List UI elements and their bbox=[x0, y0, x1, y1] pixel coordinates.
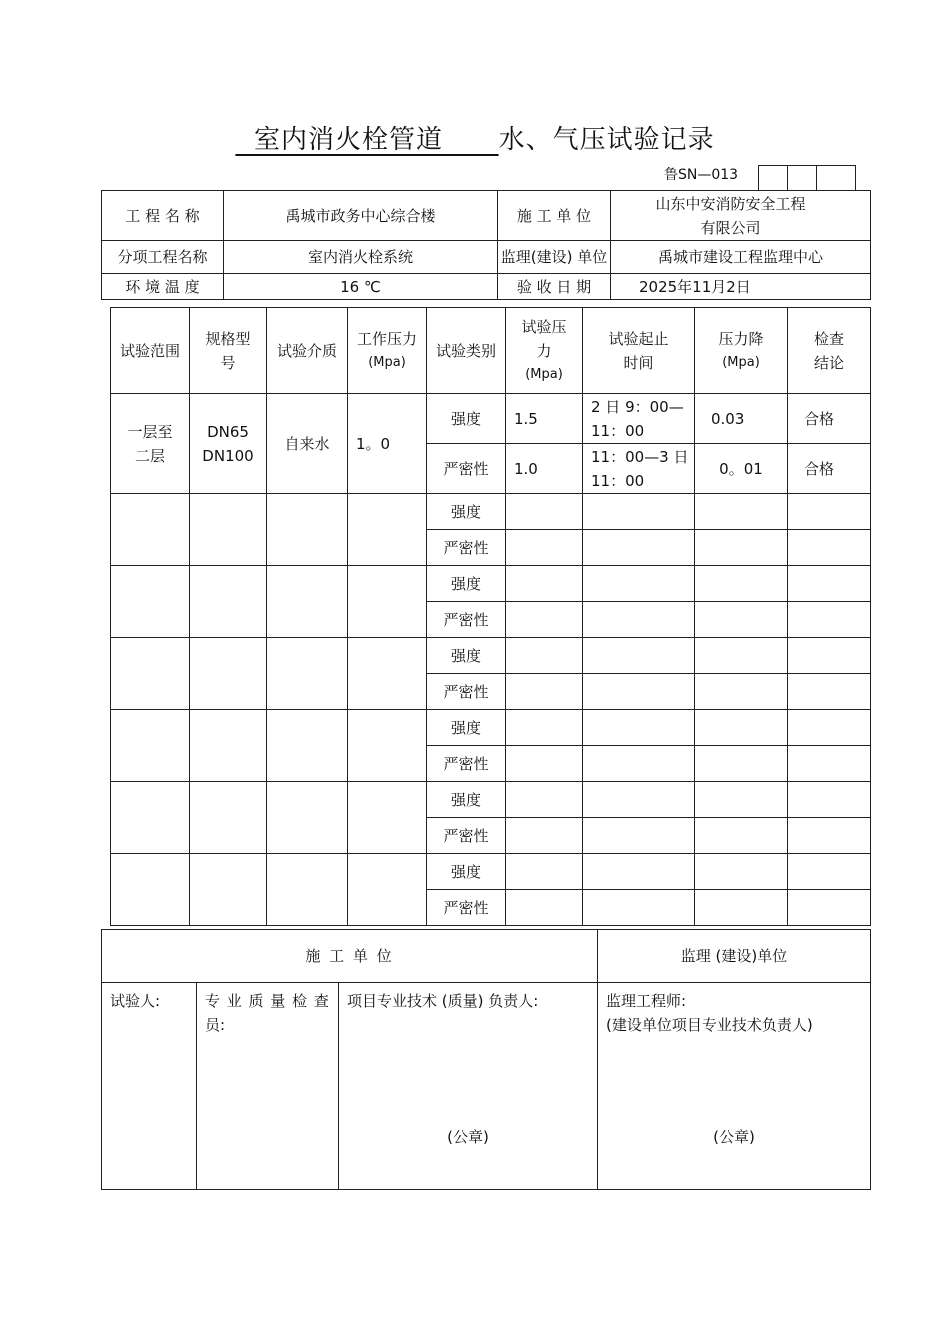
record-strength-time bbox=[583, 394, 695, 444]
empty-cell bbox=[583, 890, 695, 926]
record-spec-line-2: DN100 bbox=[202, 446, 254, 465]
strength-type-cell: 强度 bbox=[427, 710, 506, 746]
col-scope: 试验范围 bbox=[111, 308, 190, 394]
seal-right: (公章) bbox=[713, 1128, 755, 1146]
empty-cell bbox=[695, 782, 788, 818]
col-result-line-2: 结论 bbox=[813, 353, 844, 372]
tech-lead-cell bbox=[339, 983, 598, 1190]
strength-type-cell: 强度 bbox=[427, 782, 506, 818]
record-strength-time-line-1: 2 日 9：00— bbox=[591, 397, 684, 416]
constructor-label: 施 工 单 位 bbox=[498, 191, 611, 241]
table-row bbox=[111, 566, 871, 602]
empty-cell bbox=[190, 638, 267, 710]
record-spec-line-1: DN65 bbox=[207, 422, 249, 441]
empty-cell bbox=[695, 566, 788, 602]
empty-cell bbox=[267, 494, 348, 566]
empty-cell bbox=[788, 674, 871, 710]
empty-cell bbox=[267, 710, 348, 782]
record-tightness-time bbox=[583, 444, 695, 494]
record-strength-type: 强度 bbox=[427, 394, 506, 444]
tester-label: 试验人: bbox=[110, 992, 161, 1010]
empty-cell bbox=[190, 854, 267, 926]
empty-cell bbox=[267, 566, 348, 638]
empty-cell bbox=[111, 494, 190, 566]
empty-cell bbox=[695, 530, 788, 566]
col-pressure-drop-line-1: 压力降 bbox=[718, 329, 764, 348]
constructor-line-2: 有限公司 bbox=[700, 218, 761, 237]
record-scope-line-2: 二层 bbox=[134, 446, 165, 465]
empty-cell bbox=[788, 818, 871, 854]
empty-cell bbox=[506, 602, 583, 638]
empty-cell bbox=[695, 602, 788, 638]
empty-cell bbox=[695, 746, 788, 782]
project-name-label: 工 程 名 称 bbox=[102, 191, 224, 241]
engineer-sublabel: (建设单位项目专业技术负责人) bbox=[606, 1016, 813, 1034]
empty-cell bbox=[111, 854, 190, 926]
empty-cell bbox=[583, 710, 695, 746]
empty-cell bbox=[348, 710, 427, 782]
empty-cell bbox=[788, 782, 871, 818]
empty-cell bbox=[695, 854, 788, 890]
empty-cell bbox=[506, 494, 583, 530]
empty-cell bbox=[506, 710, 583, 746]
empty-cell bbox=[267, 854, 348, 926]
empty-cell bbox=[111, 566, 190, 638]
col-time-line-2: 时间 bbox=[623, 353, 654, 372]
empty-cell bbox=[506, 890, 583, 926]
col-time bbox=[583, 308, 695, 394]
record-spec bbox=[190, 394, 267, 494]
empty-cell bbox=[348, 566, 427, 638]
empty-cell bbox=[190, 710, 267, 782]
record-scope bbox=[111, 394, 190, 494]
col-spec-line-1: 规格型 bbox=[205, 329, 251, 348]
empty-cell bbox=[788, 566, 871, 602]
date-value: 2025年11月2日 bbox=[611, 274, 871, 300]
empty-cell bbox=[267, 782, 348, 854]
empty-cell bbox=[583, 782, 695, 818]
empty-cell bbox=[788, 602, 871, 638]
supervisor-label: 监理(建设) 单位 bbox=[498, 241, 611, 274]
record-tightness-drop: 0。01 bbox=[695, 444, 788, 494]
title-part-1: 室内消火栓管道 bbox=[253, 125, 443, 155]
empty-cell bbox=[788, 494, 871, 530]
table-row bbox=[111, 782, 871, 818]
records-table bbox=[110, 307, 871, 926]
code-box bbox=[816, 165, 856, 191]
empty-cell bbox=[267, 638, 348, 710]
engineer-label: 监理工程师: bbox=[606, 992, 687, 1010]
supervisor-value: 禹城市建设工程监理中心 bbox=[611, 241, 871, 274]
empty-cell bbox=[190, 782, 267, 854]
inspector-label-line-2: 员: bbox=[205, 1016, 226, 1034]
form-code: 鲁SN—013 bbox=[664, 167, 739, 183]
record-medium: 自来水 bbox=[267, 394, 348, 494]
tightness-type-cell: 严密性 bbox=[427, 602, 506, 638]
empty-cell bbox=[583, 494, 695, 530]
empty-cell bbox=[348, 782, 427, 854]
tech-lead-label: 项目专业技术 (质量) 负责人: bbox=[347, 992, 539, 1010]
empty-cell bbox=[506, 782, 583, 818]
empty-cell bbox=[695, 638, 788, 674]
table-row bbox=[111, 394, 871, 444]
project-name: 禹城市政务中心综合楼 bbox=[224, 191, 498, 241]
temperature-label: 环 境 温 度 bbox=[102, 274, 224, 300]
col-work-pressure-line-1: 工作压力 bbox=[356, 329, 417, 348]
strength-type-cell: 强度 bbox=[427, 494, 506, 530]
col-test-pressure-line-2: 力 bbox=[536, 341, 552, 360]
col-work-pressure bbox=[348, 308, 427, 394]
empty-cell bbox=[788, 638, 871, 674]
empty-cell bbox=[506, 638, 583, 674]
empty-cell bbox=[348, 494, 427, 566]
record-tightness-time-line-2: 11：00 bbox=[591, 471, 645, 490]
empty-cell bbox=[506, 530, 583, 566]
empty-cell bbox=[506, 746, 583, 782]
table-row bbox=[111, 638, 871, 674]
empty-cell bbox=[583, 854, 695, 890]
empty-cell bbox=[506, 854, 583, 890]
empty-cell bbox=[788, 890, 871, 926]
empty-cell bbox=[348, 638, 427, 710]
strength-type-cell: 强度 bbox=[427, 854, 506, 890]
empty-cell bbox=[583, 602, 695, 638]
tightness-type-cell: 严密性 bbox=[427, 530, 506, 566]
tightness-type-cell: 严密性 bbox=[427, 818, 506, 854]
inspector-cell bbox=[197, 983, 339, 1190]
col-pressure-drop bbox=[695, 308, 788, 394]
code-box bbox=[758, 165, 788, 191]
record-strength-pressure: 1.5 bbox=[506, 394, 583, 444]
empty-cell bbox=[788, 710, 871, 746]
empty-cell bbox=[583, 746, 695, 782]
record-work-pressure: 1。0 bbox=[348, 394, 427, 494]
strength-type-cell: 强度 bbox=[427, 566, 506, 602]
empty-cell bbox=[695, 710, 788, 746]
empty-cell bbox=[506, 674, 583, 710]
col-work-pressure-line-2: (Mpa) bbox=[368, 354, 406, 370]
col-test-pressure-line-1: 试验压 bbox=[521, 317, 567, 336]
empty-cell bbox=[695, 818, 788, 854]
code-box bbox=[787, 165, 817, 191]
empty-cell bbox=[111, 710, 190, 782]
empty-cell bbox=[190, 494, 267, 566]
empty-cell bbox=[788, 854, 871, 890]
empty-cell bbox=[695, 890, 788, 926]
date-label: 验 收 日 期 bbox=[498, 274, 611, 300]
page-title bbox=[0, 122, 950, 158]
table-row bbox=[111, 494, 871, 530]
empty-cell bbox=[348, 854, 427, 926]
footer-supervisor-label: 监理 (建设)单位 bbox=[598, 930, 871, 983]
empty-cell bbox=[190, 566, 267, 638]
record-scope-line-1: 一层至 bbox=[127, 422, 173, 441]
record-strength-result: 合格 bbox=[788, 394, 871, 444]
tightness-type-cell: 严密性 bbox=[427, 746, 506, 782]
tightness-type-cell: 严密性 bbox=[427, 674, 506, 710]
inspector-label-line-1: 专 业 质 量 检 查 bbox=[205, 992, 330, 1010]
empty-cell bbox=[788, 530, 871, 566]
record-tightness-type: 严密性 bbox=[427, 444, 506, 494]
empty-cell bbox=[788, 746, 871, 782]
col-test-type: 试验类别 bbox=[427, 308, 506, 394]
sub-project: 室内消火栓系统 bbox=[224, 241, 498, 274]
empty-cell bbox=[111, 638, 190, 710]
table-row bbox=[111, 854, 871, 890]
empty-cell bbox=[695, 674, 788, 710]
strength-type-cell: 强度 bbox=[427, 638, 506, 674]
record-strength-time-line-2: 11：00 bbox=[591, 421, 645, 440]
record-tightness-result: 合格 bbox=[788, 444, 871, 494]
col-pressure-drop-line-2: (Mpa) bbox=[722, 354, 760, 370]
constructor-line-1: 山东中安消防安全工程 bbox=[655, 194, 806, 213]
header-table bbox=[101, 190, 871, 300]
empty-cell bbox=[695, 494, 788, 530]
col-test-pressure bbox=[506, 308, 583, 394]
tester-cell bbox=[102, 983, 197, 1190]
table-row bbox=[111, 710, 871, 746]
record-strength-drop: 0.03 bbox=[695, 394, 788, 444]
col-test-pressure-line-3: (Mpa) bbox=[525, 366, 563, 382]
empty-cell bbox=[583, 674, 695, 710]
col-medium: 试验介质 bbox=[267, 308, 348, 394]
engineer-cell bbox=[598, 983, 871, 1190]
seal-left: (公章) bbox=[447, 1128, 489, 1146]
empty-cell bbox=[583, 530, 695, 566]
column-header-row bbox=[111, 308, 871, 394]
col-time-line-1: 试验起止 bbox=[608, 329, 669, 348]
col-result bbox=[788, 308, 871, 394]
temperature-value: 16 ℃ bbox=[224, 274, 498, 300]
signature-table bbox=[101, 929, 871, 1190]
constructor-value bbox=[611, 191, 871, 241]
record-tightness-pressure: 1.0 bbox=[506, 444, 583, 494]
footer-constructor-label: 施 工 单 位 bbox=[102, 930, 598, 983]
empty-cell bbox=[583, 638, 695, 674]
col-result-line-1: 检查 bbox=[813, 329, 844, 348]
empty-cell bbox=[583, 818, 695, 854]
col-spec-line-2: 号 bbox=[220, 353, 236, 372]
empty-cell bbox=[506, 566, 583, 602]
col-spec bbox=[190, 308, 267, 394]
empty-cell bbox=[111, 782, 190, 854]
empty-cell bbox=[583, 566, 695, 602]
empty-cell bbox=[506, 818, 583, 854]
tightness-type-cell: 严密性 bbox=[427, 890, 506, 926]
sub-project-label: 分项工程名称 bbox=[102, 241, 224, 274]
title-part-2: 水、气压试验记录 bbox=[498, 125, 715, 155]
record-tightness-time-line-1: 11：00—3 日 bbox=[591, 447, 689, 466]
